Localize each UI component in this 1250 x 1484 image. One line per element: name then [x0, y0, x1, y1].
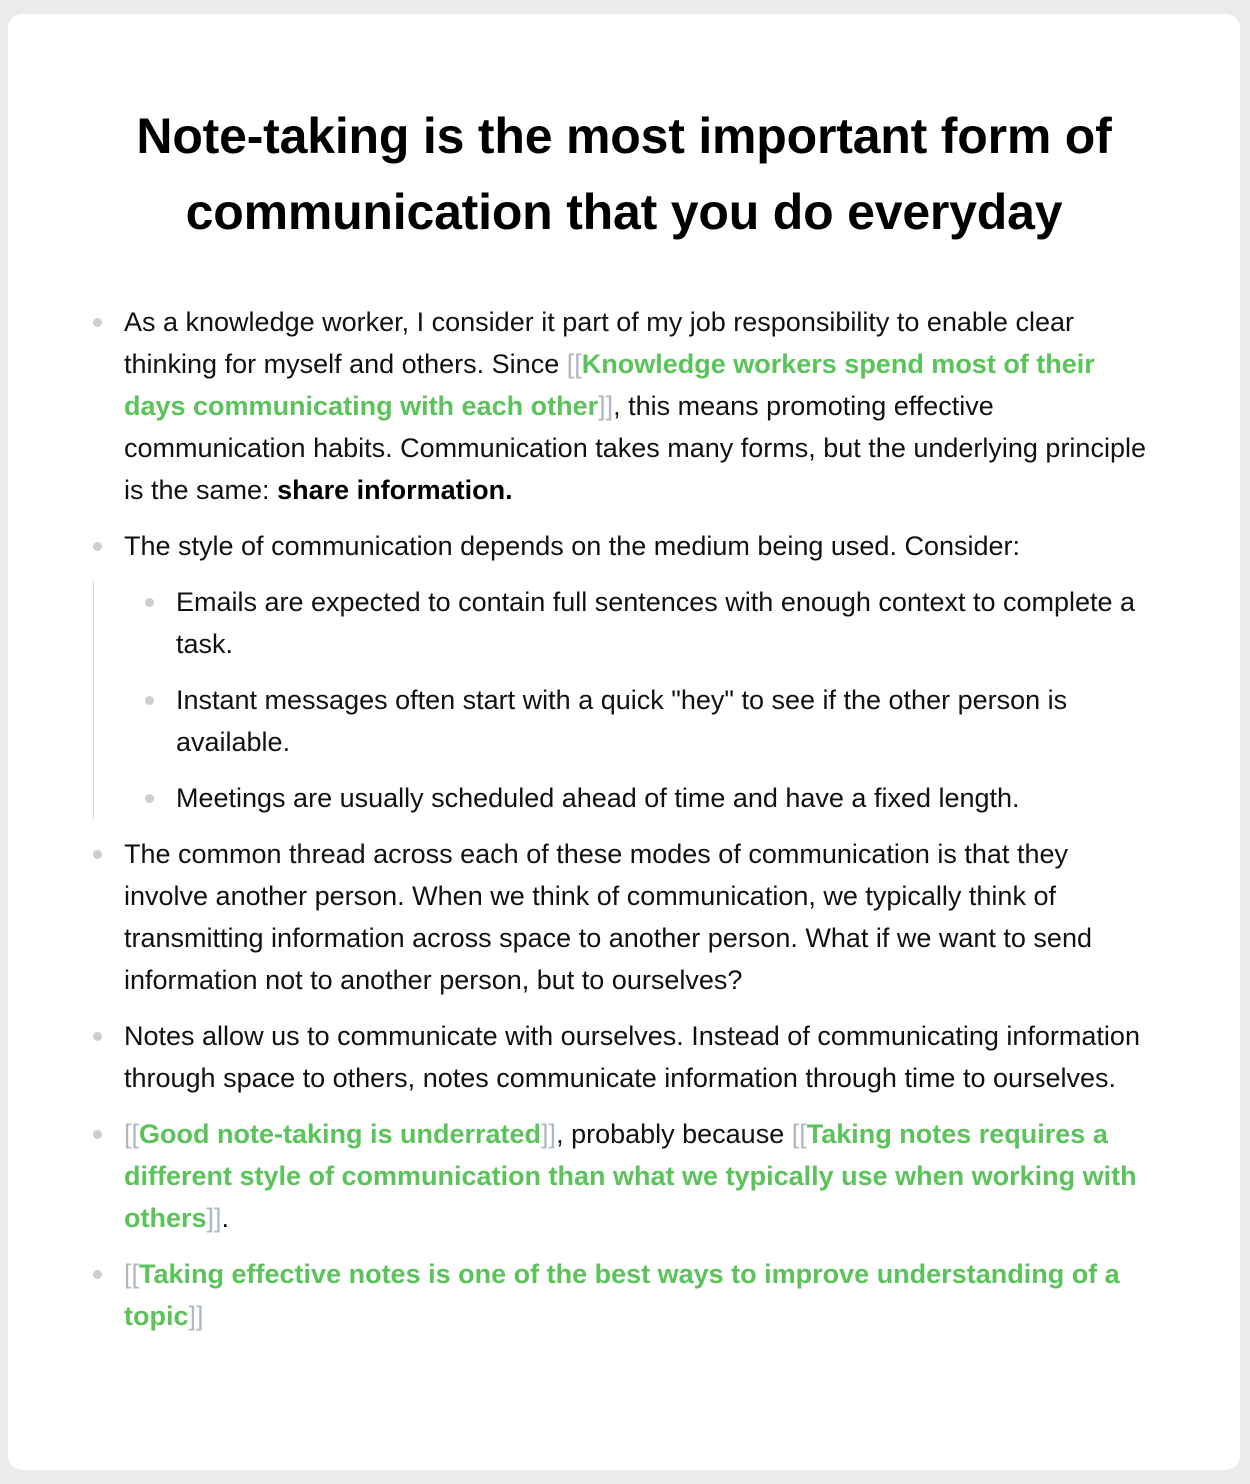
bullet-icon[interactable] [93, 1130, 102, 1139]
block-5[interactable] [8, 1113, 1240, 1239]
bracket-open: [[ [791, 1119, 807, 1149]
bullet-icon[interactable] [93, 850, 102, 859]
bullet-icon[interactable] [93, 542, 102, 551]
bracket-close: ]] [206, 1203, 222, 1233]
block-text: The style of communication depends on the medium being used. Consider: [124, 531, 1021, 561]
bullet-icon[interactable] [145, 696, 154, 705]
bullet-icon[interactable] [93, 318, 102, 327]
page-link[interactable]: Good note-taking is underrated [139, 1119, 542, 1149]
block-text: , probably because [556, 1119, 792, 1149]
bracket-open: [[ [566, 349, 582, 379]
page-link[interactable]: Knowledge workers spend most of their days communicating with each other [124, 349, 1095, 421]
child-block-1[interactable] [94, 581, 1152, 665]
block-text: Emails are expected to contain full sentences with enough context to complete a task. [176, 587, 1136, 659]
block-text: As a knowledge worker, I consider it part of my job responsibility to enable clear thinking for myself and others. Since [124, 307, 1074, 379]
bullet-icon[interactable] [145, 794, 154, 803]
page-link[interactable]: Taking effective notes is one of the best ways to improve understanding of a topic [124, 1259, 1120, 1331]
bracket-close: ]] [188, 1301, 204, 1331]
bracket-open: [[ [124, 1119, 140, 1149]
block-text: Notes allow us to communicate with ourselves. Instead of communicating information through space to others, notes communicate information through time to ourselves. [124, 1021, 1140, 1093]
block-list [8, 301, 1240, 1351]
block-text: , this means promoting effective communication habits. Communication takes many forms, but the underlying principle is the same: [124, 391, 1146, 505]
bracket-open: [[ [124, 1259, 140, 1289]
block-text: . [221, 1203, 230, 1233]
child-block-2[interactable] [94, 679, 1152, 763]
bullet-icon[interactable] [145, 598, 154, 607]
bracket-close: ]] [598, 391, 614, 421]
block-4[interactable] [8, 1015, 1240, 1099]
block-6[interactable] [8, 1253, 1240, 1337]
bold-text: share information. [277, 475, 513, 505]
block-text: Meetings are usually scheduled ahead of time and have a fixed length. [176, 783, 1020, 813]
block-text: The common thread across each of these modes of communication is that they involve another person. When we think of communication, we typically think of transmitting information across space to another person. What if we want to send information not to another person, but to ourselves? [124, 839, 1092, 995]
page-title[interactable]: Note-taking is the most important form of communication that you do everyday [136, 108, 1112, 240]
page-link[interactable]: Taking notes requires a different style of communication than what we typically use when working with others [124, 1119, 1137, 1233]
block-text: Instant messages often start with a quick "hey" to see if the other person is available. [176, 685, 1068, 757]
block-3[interactable] [8, 833, 1240, 1001]
child-block-list [94, 581, 1152, 819]
bullet-icon[interactable] [93, 1032, 102, 1041]
block-1[interactable] [8, 301, 1240, 511]
child-block-3[interactable] [94, 777, 1152, 819]
bullet-icon[interactable] [93, 1270, 102, 1279]
block-2[interactable] [8, 525, 1240, 819]
page-card [8, 14, 1240, 1470]
bracket-close: ]] [541, 1119, 557, 1149]
